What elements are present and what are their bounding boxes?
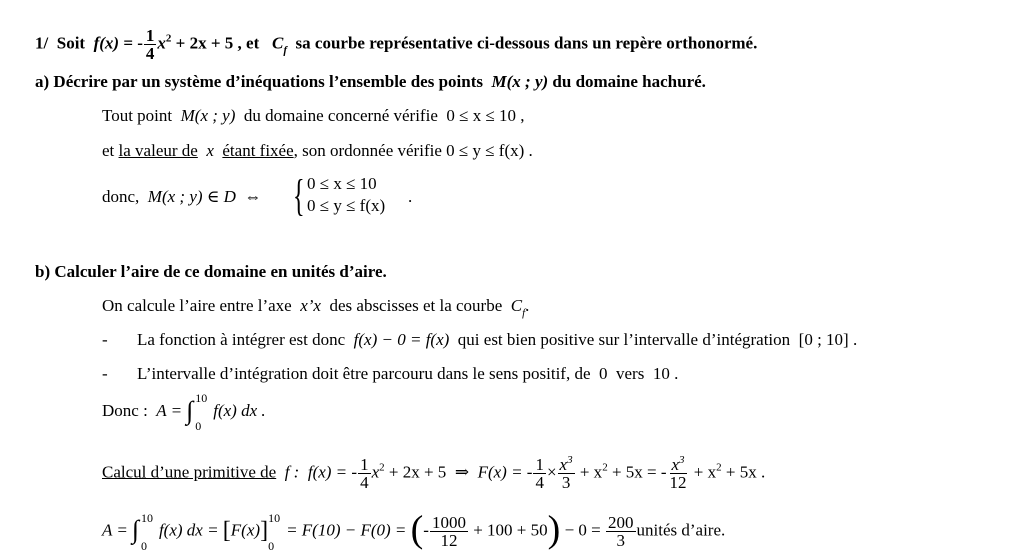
bullet-dash-1: -	[102, 330, 108, 349]
system-end-dot: .	[408, 187, 413, 206]
question-a-suffix: du domaine hachuré.	[552, 72, 706, 91]
numerator: 1	[360, 455, 369, 474]
times-symbol: ×	[546, 462, 557, 482]
integral-sign: ∫	[186, 396, 194, 425]
implies-symbol: ⇒	[454, 462, 470, 482]
curve-subscript: f	[522, 307, 526, 319]
bracket-close: ]	[260, 517, 269, 544]
integral-sign: ∫	[131, 515, 139, 545]
question-number: 1/	[35, 33, 49, 53]
system-brace: {	[293, 171, 305, 220]
evaluation: = F(10) − F(0) =	[286, 520, 407, 540]
coef-numerator: 1	[145, 26, 155, 45]
coef-fraction	[144, 27, 157, 62]
text-segment: des abscisses et la courbe	[329, 296, 503, 315]
underlined-text: étant fixée	[222, 141, 294, 160]
numerator: 1000	[431, 513, 466, 532]
text-segment: du domaine concerné vérifie	[243, 106, 438, 125]
answer-a-line-3	[102, 187, 261, 207]
integral-upper: 10	[195, 391, 208, 406]
denominator: 3	[561, 473, 571, 492]
numerator: $x^3$	[559, 454, 573, 474]
polynomial-rest: + 2x + 5	[388, 462, 447, 482]
primitive-label: Calcul d’une primitive de	[102, 462, 277, 482]
area-symbol: A =	[156, 401, 183, 420]
underlined-text: la valeur de	[118, 141, 198, 160]
evaluation-terms: + 100 + 50	[473, 520, 548, 540]
minus-sign: -	[137, 33, 143, 53]
soit-word: Soit	[56, 33, 86, 53]
minus-zero: − 0 =	[564, 520, 601, 540]
curve-subscript: f	[283, 44, 288, 57]
text-segment: On calcule l’aire entre l’axe	[102, 296, 292, 315]
membership-expression: M(x ; y) ∈ D	[147, 187, 236, 206]
integrand: f(x) dx .	[213, 401, 266, 420]
term-5x: + 5x = -	[611, 462, 667, 482]
question-b-title: b) Calculer l’aire de ce domaine en unités d’aire.	[35, 262, 387, 281]
integral-lower: 0	[140, 538, 147, 553]
Fx-expression: F(x) = -	[477, 462, 533, 482]
lower-bound: 0	[599, 364, 608, 383]
text-segment: qui est bien positive sur l’intervalle d’intégration	[457, 330, 791, 349]
bracket-upper: 10	[268, 510, 281, 525]
x-variable: x	[371, 462, 380, 482]
integral-upper: 10	[140, 510, 153, 525]
fraction-x3-3	[558, 456, 575, 491]
answer-b-line-1	[102, 296, 530, 319]
integrand: f(x) dx =	[158, 520, 219, 540]
donc-word: donc,	[102, 187, 140, 206]
denominator: 4	[360, 473, 369, 492]
area-symbol: A =	[102, 520, 128, 540]
answer-b-line-2	[137, 330, 857, 350]
donc-word: Donc :	[102, 401, 148, 420]
numerator: 200	[608, 513, 634, 532]
end-dot: .	[525, 296, 530, 315]
fraction-1000-12	[430, 514, 468, 549]
text-segment: La fonction à intégrer est donc	[137, 330, 346, 349]
area-unit: unités d’aire.	[636, 520, 726, 540]
bracket-open: [	[222, 517, 231, 544]
integral-limits	[140, 510, 159, 553]
equivalence-symbol: ⇔	[244, 187, 262, 206]
vers-word: vers	[616, 364, 645, 383]
fx-expression: f(x) = -	[307, 462, 358, 482]
denominator: 3	[616, 531, 625, 550]
curve-name: C	[510, 296, 523, 315]
fraction-200-3	[606, 514, 636, 549]
term-5x: + 5x .	[725, 462, 766, 482]
fraction-x3-12	[668, 456, 689, 491]
fraction-1-4	[358, 456, 371, 491]
coef-denominator: 4	[145, 44, 155, 63]
paren-open: (	[410, 508, 424, 551]
answer-a-line-2	[102, 141, 533, 161]
question-1-line	[35, 27, 757, 62]
text-segment: et	[102, 141, 115, 160]
function-f: f :	[284, 462, 300, 482]
paren-close: )	[547, 508, 561, 551]
question-a-title	[35, 72, 706, 92]
denominator: 4	[535, 473, 544, 492]
function-name: f(x) =	[93, 33, 133, 53]
answer-a-line-1	[102, 106, 525, 126]
numerator: $x^3$	[671, 454, 685, 474]
text-segment: L’intervalle d’intégration doit être parcouru dans le sens positif, de	[137, 364, 591, 383]
system-line-2: 0 ≤ y ≤ f(x)	[307, 196, 386, 215]
point-m: M(x ; y)	[491, 72, 549, 91]
question-a-text: a) Décrire par un système d’inéquations l’ensemble des points	[35, 72, 483, 91]
y-inequality: 0 ≤ y ≤ f(x) .	[446, 141, 533, 160]
point-m: M(x ; y)	[180, 106, 236, 125]
term-x2: + x	[579, 462, 603, 482]
text-segment: Tout point	[102, 106, 173, 125]
area-result-line: A = ∫ 10 0 f(x) dx = [F(x)] 10 0 = F(10) − F(0) = (- $\frac{1000}{12}$ + 100 + 50) − 0 = $\frac{200}{3}$ unités d’aire.	[102, 508, 726, 553]
integrand-expression: f(x) − 0 = f(x)	[353, 330, 450, 349]
upper-bound: 10 .	[652, 364, 679, 383]
denominator: 12	[669, 473, 687, 492]
answer-b-line-3	[137, 364, 678, 384]
bracket-lower: 0	[268, 538, 275, 553]
fraction-1-4	[533, 456, 546, 491]
exponent-2: 2	[165, 32, 172, 45]
numerator: 1	[535, 455, 544, 474]
curve-name: C	[272, 33, 284, 53]
primitive-line: Calcul d’une primitive de f : f(x) = - $\frac{1}{4}$ $x^2 + 2x + 5$ ⇒ F(x) = - $\frac{1}{4}$ × $\frac{x^3}{3}$ + $x^2 + 5x$ = - $\frac{x^3}{12}$ + $x^2 + 5x$ .	[102, 454, 766, 492]
denominator: 12	[440, 531, 458, 550]
x-inequality: 0 ≤ x ≤ 10 ,	[446, 106, 525, 125]
integral-lower: 0	[195, 419, 202, 434]
integral-limits	[195, 391, 213, 434]
bullet-dash-2: -	[102, 364, 108, 383]
text-segment: , son ordonnée vérifie	[293, 141, 442, 160]
x-variable: x	[206, 141, 214, 160]
bracket-content: F(x)	[230, 520, 261, 540]
interval: [0 ; 10] .	[798, 330, 858, 349]
integral-definition-line	[102, 391, 266, 434]
x-variable: x	[157, 33, 166, 53]
bracket-limits	[268, 510, 286, 553]
term-x2: + x	[693, 462, 717, 482]
system-line-1: 0 ≤ x ≤ 10	[307, 174, 377, 193]
polynomial-rest: + 2x + 5 , et	[175, 33, 260, 53]
axis-name: x’x	[300, 296, 321, 315]
question-1-text: sa courbe représentative ci-dessous dans un repère orthonormé.	[295, 33, 758, 53]
